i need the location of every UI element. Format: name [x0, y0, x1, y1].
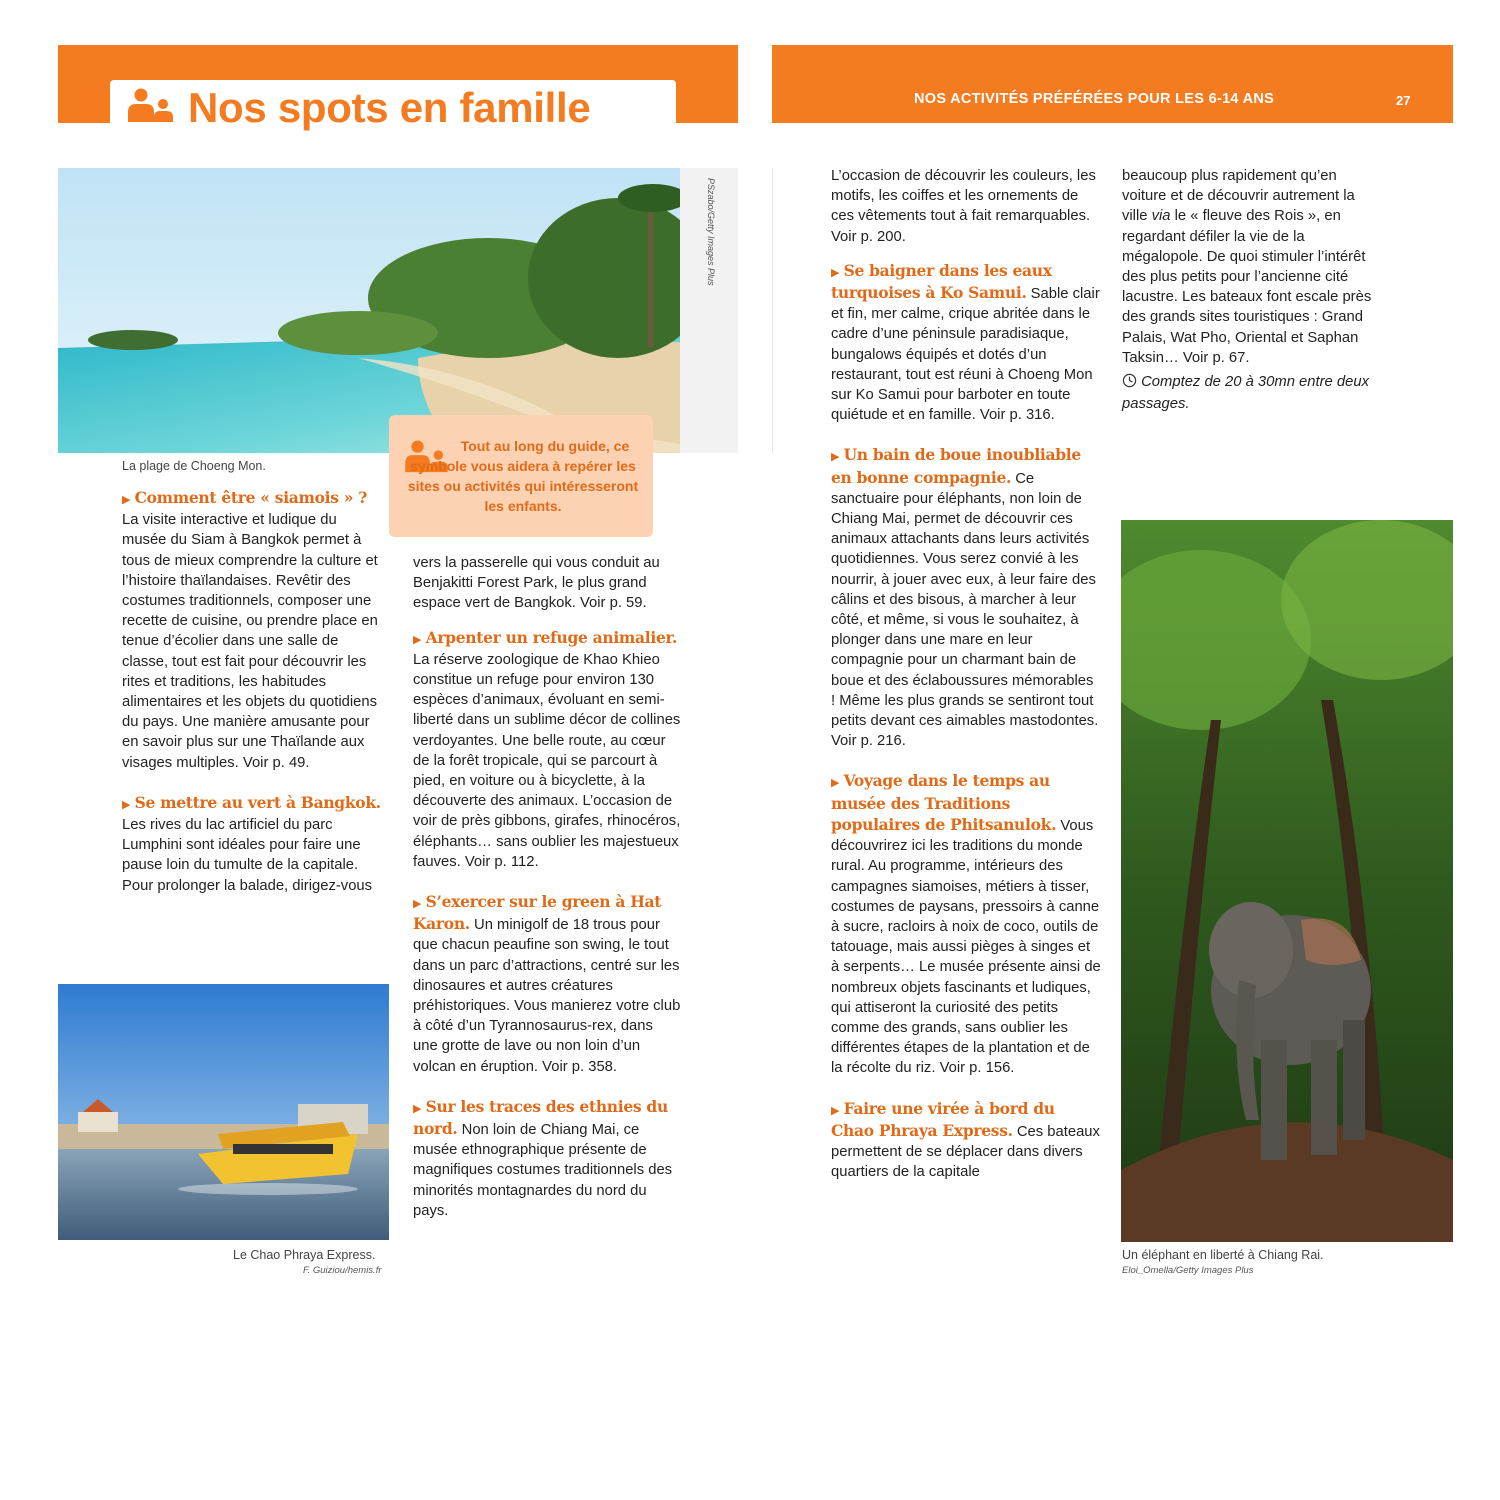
section-heading: Sur les traces des ethnies du nord. [413, 1096, 668, 1139]
column-1 [122, 488, 382, 916]
section-body: La réserve zoologique de Khao Khieo constitue un refuge pour environ 130 espèces d’animaux, évoluant en semi-liberté dans un sublime décor de collines verdoyantes. Une belle route, au cœur de la forêt tropicale, qui se parcourt à pied, en voiture ou à bicyclette, à la découverte des animaux. L’occasion de voir de près gibbons, girafes, rhinocéros, éléphants… sans oublier les majestueux fauves. [413, 651, 681, 870]
arrow-bullet-icon: ▶ [413, 632, 422, 646]
section-heading: NOS ACTIVITÉS PRÉFÉRÉES POUR LES 6-14 ANS [914, 91, 1275, 107]
section-ko-samui [831, 261, 1101, 426]
column-2 [413, 553, 681, 1241]
column-3 [831, 166, 1101, 1202]
timing-note [1122, 372, 1384, 414]
page-number: 27 [1396, 93, 1411, 108]
arrow-bullet-icon: ▶ [831, 776, 840, 790]
section-heading: Un bain de boue inoubliable en bonne compagnie. [831, 445, 1081, 487]
section-body: Un minigolf de 18 trous pour que chacun peaufine son swing, le tout dans un parc d’attractions, centré sur les dinosaures et autres créatures préhistoriques. Vous manierez votre club à côté d’un Tyrannosaurus-rex, dans une grotte de lave ou non loin d’un volcan en éruption. [413, 917, 681, 1075]
arrow-bullet-icon: ▶ [831, 265, 840, 279]
arrow-bullet-icon: ▶ [122, 493, 131, 506]
boat-photo [58, 984, 389, 1240]
section-body: le « fleuve des Rois », en regardant défiler la vie de la mégalopole. De quoi stimuler l’intérêt des plus petits pour l’ancienne cité lacustre. Les bateaux font escale près des grands sites touristiques : Grand Palais, Wat Pho, Oriental et Saphan Taksin… [1122, 208, 1372, 366]
family-icon [127, 88, 175, 129]
beach-caption: La plage de Choeng Mon. [122, 459, 266, 473]
section-body: Ces bateaux permettent de se déplacer dans divers quartiers de la capitale [831, 1123, 1100, 1181]
section-body: Ce sanctuaire pour éléphants, non loin de Chiang Mai, permet de découvrir ces animaux attachants dans leurs activités quotidiennes. Vous serez convié à les nourrir, à jouer avec eux, à leur faire des câlins et des bisous, à marcher à leur côté, et même, si vous le souhaitez, à plonger dans une mare en leur compagnie pour un charmant bain de boue et des éclaboussures mémorables ! Même les plus grands se sentiront tout petits devant ces aimables mastodontes. [831, 470, 1099, 730]
column-4 [1122, 166, 1384, 414]
section-body: Non loin de Chiang Mai, ce musée ethnographique présente de magnifiques costumes traditionnels des minorités montagnardes du nord du pays. [413, 1122, 673, 1219]
column-divider [772, 168, 773, 453]
section-body: Sable clair et fin, mer calme, crique abritée dans le cadre d’une péninsule paradisiaque, bungalows équipés et dotés d’un restaurant, tout est réuni à Choeng Mon sur Ko Samui pour barboter en toute quiétude et en famille. [831, 286, 1100, 424]
section-body: La visite interactive et ludique du musée du Siam à Bangkok permet à tous de mieux comprendre la culture et l’histoire thaïlandaises. Revêtir des costumes traditionnels, composer une recette de cuisine, ou prendre place en tenue d’écolier dans une salle de classe, tout est fait pour découvrir les rites et traditions, les habitudes alimentaires et les objets du quotidiens du pays. Une manière amusante pour en savoir plus sur une Thaïlande aux visages multiples. [122, 512, 378, 771]
section-bain-de-boue [831, 445, 1101, 751]
elephant-caption: Un éléphant en liberté à Chiang Rai. [1122, 1248, 1324, 1262]
section-phitsanulok [831, 771, 1101, 1078]
callout-text: Tout au long du guide, ce symbole vous aidera à repérer les sites ou activités qui intéresseront les enfants. [407, 438, 639, 514]
arrow-bullet-icon: ▶ [413, 897, 422, 911]
section-heading: Faire une virée à bord du Chao Phraya Express. [831, 1098, 1055, 1140]
section-body: beaucoup plus rapidement qu’en voiture et de découvrir autrement la ville [1122, 168, 1355, 225]
section-body-italic: via [1151, 208, 1171, 225]
arrow-bullet-icon: ▶ [831, 1103, 840, 1117]
section-chao-phraya [831, 1099, 1101, 1183]
section-heading: Voyage dans le temps au musée des Traditions populaires de Phitsanulok. [831, 771, 1057, 834]
arrow-bullet-icon: ▶ [122, 797, 131, 811]
section-body: Vous découvrirez ici les traditions du monde rural. Au programme, intérieurs des campagnes siamoises, métiers à tisser, costumes de paysans, pressoirs à canne à sucre, racloirs à noix de coco, outils de tatouage, mais aussi pièges à singes et à serpents… Le musée présente ainsi de nombreux objets fascinants et ludiques, qui attiseront la curiosité des petits comme des grands, sans oublier les différentes étapes de la plantation et de la récolte du riz. [831, 817, 1101, 1077]
section-body: Les rives du lac artificiel du parc Lumphini sont idéales pour faire une pause loin du tumulte de la capitale. Pour prolonger la balade, dirigez-vous [122, 817, 373, 894]
clock-icon [1122, 373, 1137, 394]
section-bangkok-vert [122, 793, 382, 896]
section-body: L’occasion de découvrir les couleurs, les motifs, les coiffes et les ornements de ces vêtements tout à fait remarquables. [831, 168, 1096, 225]
page-reference: Voir p. 200. [831, 228, 906, 245]
section-heading: S’exercer sur le green à Hat Karon. [413, 892, 662, 934]
right-header-bar [772, 45, 1453, 123]
section-heading: Se mettre au vert à Bangkok. [134, 792, 381, 812]
arrow-bullet-icon: ▶ [413, 1101, 422, 1115]
elephant-credit: Eloi_Omella/Getty Images Plus [1122, 1265, 1254, 1276]
page-reference: Voir p. 156. [939, 1060, 1015, 1077]
page-reference: Voir p. 358. [542, 1058, 618, 1075]
elephant-photo [1121, 520, 1453, 1242]
section-chao-phraya-continued [1122, 166, 1384, 368]
page-reference: Voir p. 216. [831, 733, 906, 750]
page-reference: Voir p. 59. [579, 595, 647, 612]
beach-photo [58, 168, 738, 453]
section-ethnies [413, 1097, 681, 1221]
section-body: vers la passerelle qui vous conduit au Benjakitti Forest Park, le plus grand espace vert de Bangkok. [413, 555, 660, 612]
page-reference: Voir p. 67. [1182, 349, 1250, 366]
page-reference: Voir p. 112. [464, 853, 539, 870]
section-bangkok-vert-continued [413, 553, 681, 614]
section-heading: Arpenter un refuge animalier. [425, 627, 678, 647]
boat-credit: F. Guiziou/hemis.fr [303, 1265, 382, 1276]
section-heading: Se baigner dans les eaux turquoises à Ko Samui. [831, 260, 1052, 303]
section-siamois [122, 488, 382, 773]
page-reference: Voir p. 49. [242, 754, 310, 771]
beach-photo-credit: PSzabo/Getty Images Plus [706, 178, 716, 286]
page-title: Nos spots en famille [188, 84, 591, 131]
section-minigolf [413, 892, 681, 1077]
page-reference: Voir p. 316. [979, 407, 1055, 424]
boat-caption: Le Chao Phraya Express. [233, 1248, 376, 1262]
section-ethnies-continued [831, 166, 1101, 247]
arrow-bullet-icon: ▶ [831, 450, 840, 464]
section-heading: Comment être « siamois » ? [134, 488, 368, 507]
note-text: Comptez de 20 à 30mn entre deux passages. [1122, 374, 1369, 413]
section-refuge [413, 628, 681, 872]
